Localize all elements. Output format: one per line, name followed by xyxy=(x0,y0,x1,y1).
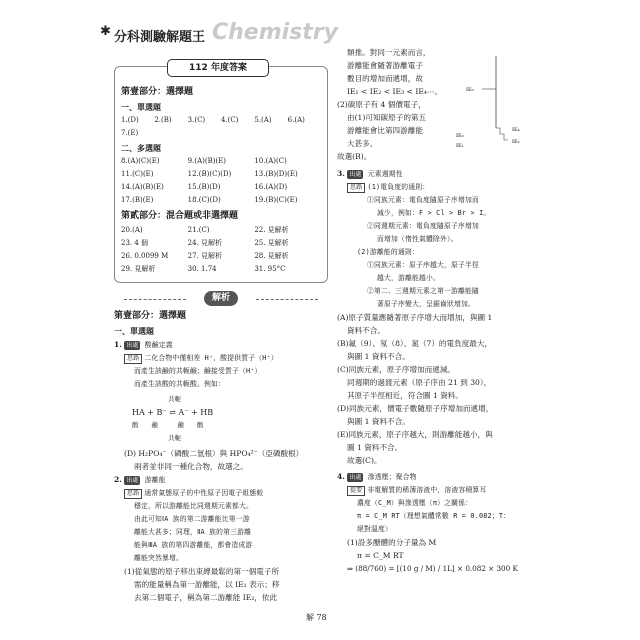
multi-answers xyxy=(121,155,321,207)
q2-continued: 類推。對同一元素而言， 游離能會隨著游離電子 數目的增加而遞增，故 IE₁ < IE₂ < IE₃ < IE₄⋯。 (2)碳原子有 4 個價電子， 由(1)可知碳原子的第五 游離能會比第四游離能 大甚多。 故選(B)。 xyxy=(337,48,443,161)
solution-single-title: 一、單選題 xyxy=(114,327,154,336)
answer-item: 6.(A) xyxy=(287,116,305,124)
ie3-label: IE₃ xyxy=(456,133,464,139)
question-2: 2. 出處 游離能 xyxy=(114,475,166,484)
question-3: 3. 出處 元素週期性 xyxy=(337,169,403,178)
solution-badge: 解析 xyxy=(204,291,238,306)
answer-item: 9.(A)(B)(E) xyxy=(187,157,227,165)
answer-item: 27. 見解析 xyxy=(187,252,223,260)
q4-reasoning: 提要 非電解質的稀薄溶液中，溶液容積算耳 濃度（C_M）與滲透壓（π）之關係： π = C_M RT（理想氣體常數 R = 0.082；T： 絕對溫度） xyxy=(337,484,537,536)
q1-reasoning: 思路 二化合物中僅相差 H⁺，酸提供質子（H⁺） 而產生該鹼的共軛鹼；鹼接受質子（H⁺） 而產生該酸的共軛酸。例如： xyxy=(114,352,328,391)
q2-reasoning: 思路 通常氣態原子的中性原子因電子組態較 穩定，所以游離能比同週期元素都大。 由此可知ⅠA 族的第二游離能比第一游 離能大甚多；同理，ⅡA 族的第三游離 能與ⅢA 族的第四游離能，都會造成游 離能突然暴增。 xyxy=(114,487,328,565)
page-header xyxy=(100,22,340,48)
star-icon: ✱ xyxy=(100,24,111,39)
answer-item: 25. 見解析 xyxy=(254,239,289,247)
single-answers xyxy=(121,114,321,140)
answer-item: 13.(B)(D)(E) xyxy=(254,170,298,178)
ie-steps xyxy=(496,128,508,140)
answer-item: 5.(A) xyxy=(254,116,272,124)
single-title: 一、單選題 xyxy=(121,103,161,112)
answer-item: 12.(B)(C)(D) xyxy=(187,170,232,178)
answer-box xyxy=(114,63,328,283)
answer-item: 10.(A)(C) xyxy=(254,157,287,165)
answer-item: 26. 0.0099 M xyxy=(121,252,169,260)
ionization-energy-diagram xyxy=(456,54,534,150)
answer-item: 15.(B)(D) xyxy=(187,183,221,191)
answer-item: 14.(A)(B)(E) xyxy=(121,183,164,191)
answer-item: 16.(A)(D) xyxy=(254,183,288,191)
q2-answer: (1)從氣態的原子移出束縛最鬆的第一個電子所 需的能量稱為第一游離能，以 IE₁ 表示；移 去第二個電子，稱為第二游離能 IE₂，依此 xyxy=(124,567,280,602)
answer-item: 23. 4 個 xyxy=(121,239,149,247)
ie4-label: IE₄ xyxy=(512,127,520,133)
answer-item: 17.(B)(E) xyxy=(121,196,154,204)
solution-part1-title: 第壹部分：選擇題 xyxy=(114,311,187,321)
part2-title: 第貳部分：混合題或非選擇題 xyxy=(121,211,239,221)
q3-options: (A)原子質量應隨著原子序增大而增加，與圖 1 資料不合。 (B)氟（9）、氖（8）、氮（7）的電負度最大， 與圖 1 資料不合。 (C)同族元素，原子序增加而遞減。 同週期的過渡元素（原子序由 21 到 30）， 其原子半徑相近，符合圖 1 資料。 (D)同族元素，價電子數隨原子序增加而遞增， 與圖 1 資料不合。 (E)同族元素，原子序越大，則游離能越小，與 圖 1 資料不合。 故選(C)。 xyxy=(337,313,494,465)
ie1-label: IE₁ xyxy=(456,143,464,149)
answer-item: 7.(E) xyxy=(121,129,139,137)
ie2-label: IE₂ xyxy=(512,139,520,145)
answer-item: 31. 95°C xyxy=(254,265,286,273)
question-1: 1. 出處 酸鹼定義 xyxy=(114,340,173,349)
answer-item: 24. 見解析 xyxy=(187,239,223,247)
answer-item: 18.(C)(D) xyxy=(187,196,221,204)
answer-item: 4.(C) xyxy=(220,116,239,124)
q1-equation: 共軛 HA + B⁻ ⇌ A⁻ + HB 酸 鹼 鹼 酸 共軛 xyxy=(132,395,214,442)
part1-title: 第壹部分：選擇題 xyxy=(121,87,194,97)
answer-item: 19.(B)(C)(E) xyxy=(254,196,298,204)
answer-item: 22. 見解析 xyxy=(254,226,289,234)
answer-item: 21.(C) xyxy=(187,226,210,234)
mixed-answers xyxy=(121,224,321,276)
series-title: 分科測驗解題王 xyxy=(114,30,206,45)
q3-reasoning: 思路 (1)電負度的通則： ①同族元素：電負度隨原子序增加而 減少，例如：F > Cl > Br > I。 ②同週期元素：電負度隨原子序增加 而增加（惰性氣體除外）。 (2)游離能的通則： ①同族元素：原子序越大，原子半徑 越大，游離能越小。 ②第二、三週期元素之第一游離能隨 著原子序變大，呈鋸齒狀增加。 xyxy=(337,181,537,311)
answer-item: 2.(B) xyxy=(154,116,172,124)
solution-divider xyxy=(114,291,328,307)
question-4: 4. 出處 滲透壓；聚合物 xyxy=(337,472,417,481)
left-column: 112 年度答案 第壹部分：選擇題 一、單選題 1.(D) 2.(B) 3.(C) 4.(C) 5.(A) 6.(A) 7.(E) 二、多選題 8.(A)(C)(E) 9.(A)(B)(E) 10.(A)(C) 11.(C)(E) 12.(B)(C)(D) 13.(B)(D)(E) 14.(A)(B)(E) 15.(B)(D) 16.(A)(D) 17.(B)(E) 18.(C)(D) 19.(B)(C)(E) 第貳部分：混合題或非選擇題 20.(A) 21.(C) 22. 見解析 23. 4 個 24. 見解析 25. 見解析 26. 0.0099 M 27. 見解析 28. 見解析 29. 見解析 30. 1.74 31. 95°C 解析 第壹部分：選擇題 一、單選題 1. 出處 酸鹼定義 思路 二化合物中僅相差 H⁺，酸提供質子（H⁺） 而產生該鹼的共軛鹼；鹼接受質子（H⁺） 而產生該酸的共軛酸。例如： 共軛 HA + B⁻ ⇌ A⁻ + HB 酸 鹼 鹼 酸 共軛 (D) H₂PO₄⁻（磷酸二氫根）與 HPO₄²⁻（亞磷酸根） 兩者並非同一種化合物，故選之。 2. 出處 游離能 思路 通常氣態原子的中性原子因電子組態較 穩定，所以游離能比同週期元素都大。 由此可知ⅠA 族的第二游離能比第一游 離能大甚多；同理，ⅡA 族的第三游離 能與ⅢA 族的第四游離能，都會造成游 離能突然暴增。 (1)從氣態的原子移出束縛最鬆的第一個電子所 需的能量稱為第一游離能，以 IE₁ 表示；移 去第二個電子，稱為第二游離能 IE₂，依此 xyxy=(114,58,328,604)
answer-item: 20.(A) xyxy=(121,226,143,234)
answer-item: 8.(A)(C)(E) xyxy=(121,157,160,165)
answer-item: 1.(D) xyxy=(121,116,139,124)
right-column: 類推。對同一元素而言， 游離能會隨著游離電子 數目的增加而遞增，故 IE₁ < IE₂ < IE₃ < IE₄⋯。 (2)碳原子有 4 個價電子， 由(1)可知碳原子的第五 游離能會比第四游離能 大甚多。 故選(B)。 3. 出處 元素週期性 思路 (1)電負度的通則： ①同族元素：電負度隨原子序增加而 減少，例如：F > Cl > Br > I。 ②同週期元素：電負度隨原子序增加 而增加（惰性氣體除外）。 (2)游離能的通則： ①同族元素：原子序越大，原子半徑 越大，游離能越小。 ②第二、三週期元素之第一游離能隨 著原子序變大，呈鋸齒狀增加。 (A)原子質量應隨著原子序增大而增加，與圖 1 資料不合。 (B)氟（9）、氖（8）、氮（7）的電負度最大， 與圖 1 資料不合。 (C)同族元素，原子序增加而遞減。 同週期的過渡元素（原子序由 21 到 30）， 其原子半徑相近，符合圖 1 資料。 (D)同族元素，價電子數隨原子序增加而遞增， 與圖 1 資料不合。 (E)同族元素，原子序越大，則游離能越小，與 圖 1 資料不合。 故選(C)。 4. 出處 滲透壓；聚合物 提要 非電解質的稀薄溶液中，溶液容積算耳 濃度（C_M）與滲透壓（π）之關係： π = C_M RT（理想氣體常數 R = 0.082；T： 絕對溫度） (1)設多醣體的分子量為 M π = C_M RT ⇒ (88/760) = [(10 g / M) / 1L] × 0.082 × 300 K xyxy=(337,46,537,575)
answer-title: 112 年度答案 xyxy=(167,59,269,77)
answer-item: 3.(C) xyxy=(187,116,206,124)
subject-title: Chemistry xyxy=(212,20,338,45)
page-number: 解 78 xyxy=(306,613,327,622)
answer-item: 28. 見解析 xyxy=(254,252,289,260)
multi-title: 二、多選題 xyxy=(121,144,161,153)
answer-item: 11.(C)(E) xyxy=(121,170,154,178)
answer-item: 29. 見解析 xyxy=(121,265,156,273)
ie5-label: IE₅ xyxy=(466,87,474,93)
answer-item: 30. 1.74 xyxy=(187,265,217,273)
